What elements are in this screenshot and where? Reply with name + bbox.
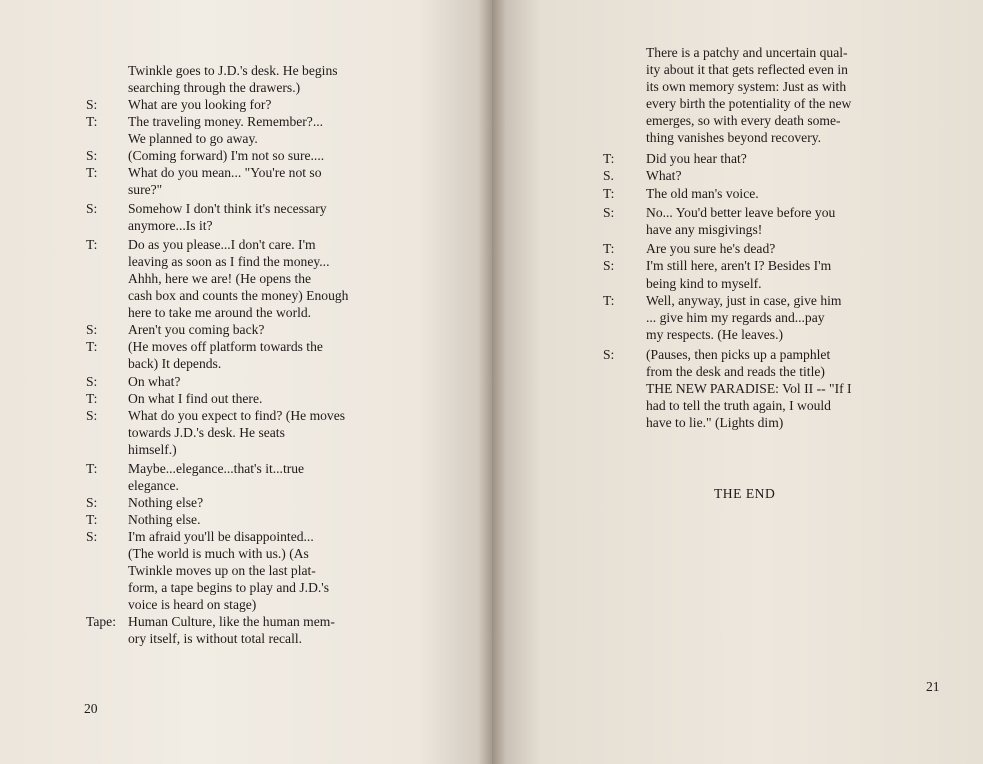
line-text: ory itself, is without total recall. bbox=[128, 631, 303, 646]
line-text: Did you hear that? bbox=[646, 151, 747, 166]
line-text: (The world is much with us.) (As bbox=[128, 546, 309, 561]
line-text: himself.) bbox=[128, 442, 177, 457]
line-text: Nothing else. bbox=[128, 512, 201, 527]
speaker-label: S: bbox=[603, 258, 615, 273]
speaker-label: S: bbox=[86, 408, 98, 423]
line-text: We planned to go away. bbox=[128, 131, 258, 146]
line-text: The traveling money. Remember?... bbox=[128, 114, 324, 129]
line-text: Twinkle moves up on the last plat- bbox=[128, 563, 316, 578]
line-text: Do as you please...I don't care. I'm bbox=[128, 237, 316, 252]
speaker-label: S: bbox=[86, 97, 98, 112]
line-text: What? bbox=[646, 168, 682, 183]
line-text: THE NEW PARADISE: Vol II -- "If I bbox=[646, 381, 852, 396]
line-text: searching through the drawers.) bbox=[128, 80, 301, 95]
line-text: voice is heard on stage) bbox=[128, 597, 257, 612]
the-end-heading: THE END bbox=[714, 486, 776, 501]
speaker-label: T: bbox=[86, 114, 98, 129]
speaker-label: T: bbox=[603, 151, 615, 166]
speaker-label: T: bbox=[603, 241, 615, 256]
page-number-right: 21 bbox=[926, 679, 940, 694]
line-text: emerges, so with every death some- bbox=[646, 113, 841, 128]
line-text: my respects. (He leaves.) bbox=[646, 327, 784, 342]
speaker-label: T: bbox=[603, 293, 615, 308]
line-text: Aren't you coming back? bbox=[128, 322, 265, 337]
line-text: its own memory system: Just as with bbox=[646, 79, 847, 94]
line-text: On what I find out there. bbox=[128, 391, 263, 406]
line-text: There is a patchy and uncertain qual- bbox=[646, 45, 848, 60]
page-number-left: 20 bbox=[84, 701, 98, 716]
line-text: thing vanishes beyond recovery. bbox=[646, 130, 822, 145]
line-text: back) It depends. bbox=[128, 356, 222, 371]
line-text: anymore...Is it? bbox=[128, 218, 213, 233]
line-text: I'm still here, aren't I? Besides I'm bbox=[646, 258, 832, 273]
speaker-label: T: bbox=[86, 165, 98, 180]
line-text: ... give him my regards and...pay bbox=[646, 310, 825, 325]
line-text: have any misgivings! bbox=[646, 222, 763, 237]
line-text: leaving as soon as I find the money... bbox=[128, 254, 330, 269]
line-text: form, a tape begins to play and J.D.'s bbox=[128, 580, 330, 595]
line-text: cash box and counts the money) Enough bbox=[128, 288, 349, 303]
line-text: ity about it that gets reflected even in bbox=[646, 62, 848, 77]
line-text: every birth the potentiality of the new bbox=[646, 96, 852, 111]
line-text: Human Culture, like the human mem- bbox=[128, 614, 335, 629]
speaker-label: S. bbox=[603, 168, 614, 183]
line-text: elegance. bbox=[128, 478, 179, 493]
line-text: from the desk and reads the title) bbox=[646, 364, 825, 379]
line-text: Ahhh, here we are! (He opens the bbox=[128, 271, 312, 286]
speaker-label: S: bbox=[86, 374, 98, 389]
line-text: What do you mean... "You're not so bbox=[128, 165, 322, 180]
line-text: What do you expect to find? (He moves bbox=[128, 408, 346, 423]
speaker-label: T: bbox=[86, 512, 98, 527]
speaker-label: T: bbox=[86, 391, 98, 406]
line-text: (He moves off platform towards the bbox=[128, 339, 323, 354]
speaker-label: T: bbox=[86, 461, 98, 476]
line-text: What are you looking for? bbox=[128, 97, 272, 112]
speaker-label: S: bbox=[86, 148, 98, 163]
line-text: Somehow I don't think it's necessary bbox=[128, 201, 327, 216]
line-text: On what? bbox=[128, 374, 181, 389]
line-text: had to tell the truth again, I would bbox=[646, 398, 831, 413]
line-text: being kind to myself. bbox=[646, 276, 762, 291]
line-text: (Coming forward) I'm not so sure.... bbox=[128, 148, 325, 163]
speaker-label: T: bbox=[603, 186, 615, 201]
speaker-label: T: bbox=[86, 339, 98, 354]
speaker-label: Tape: bbox=[86, 614, 116, 629]
book-gutter bbox=[478, 0, 506, 764]
line-text: here to take me around the world. bbox=[128, 305, 312, 320]
line-text: Well, anyway, just in case, give him bbox=[646, 293, 842, 308]
line-text: Nothing else? bbox=[128, 495, 204, 510]
speaker-label: S: bbox=[603, 347, 615, 362]
line-text: I'm afraid you'll be disappointed... bbox=[128, 529, 314, 544]
speaker-label: S: bbox=[86, 322, 98, 337]
line-text: Twinkle goes to J.D.'s desk. He begins bbox=[128, 63, 338, 78]
speaker-label: S: bbox=[603, 205, 615, 220]
line-text: (Pauses, then picks up a pamphlet bbox=[646, 347, 831, 362]
speaker-label: S: bbox=[86, 529, 98, 544]
line-text: Maybe...elegance...that's it...true bbox=[128, 461, 305, 476]
line-text: No... You'd better leave before you bbox=[646, 205, 836, 220]
line-text: sure?" bbox=[128, 182, 163, 197]
line-text: The old man's voice. bbox=[646, 186, 759, 201]
speaker-label: T: bbox=[86, 237, 98, 252]
line-text: towards J.D.'s desk. He seats bbox=[128, 425, 285, 440]
speaker-label: S: bbox=[86, 201, 98, 216]
speaker-label: S: bbox=[86, 495, 98, 510]
line-text: have to lie." (Lights dim) bbox=[646, 415, 784, 430]
line-text: Are you sure he's dead? bbox=[646, 241, 776, 256]
